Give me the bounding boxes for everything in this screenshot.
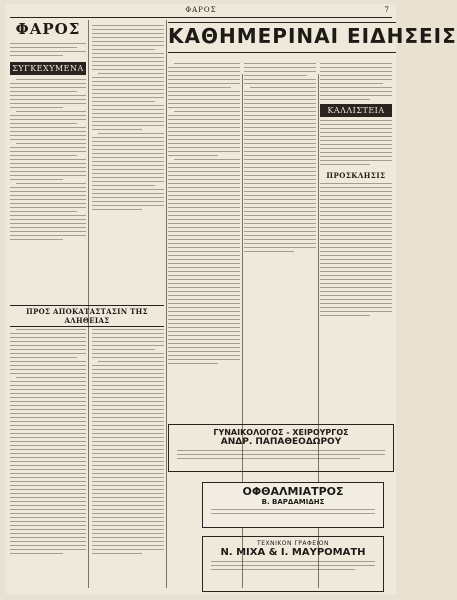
top-rule [10, 17, 392, 18]
ad-ofthalmiatros-text [203, 509, 383, 514]
column-2 [92, 22, 164, 213]
ad-ofthalmiatros-title: ΟΦΘΑΛΜΙΑΤΡΟΣ [242, 485, 344, 498]
ad-techniko-line2: Ν. ΜΙΧΑ & Ι. ΜΑΥΡΟΜΑΤΗ [220, 547, 366, 558]
ad-gynaikologos-text [169, 450, 393, 459]
column-5 [320, 60, 392, 319]
masthead-text [10, 43, 86, 56]
ad-ofthalmiatros [202, 482, 384, 528]
article-text [244, 63, 316, 252]
article-text [320, 63, 392, 100]
ad-techniko-text [203, 561, 383, 570]
article-text [320, 120, 392, 165]
article-text [10, 79, 86, 240]
heading-rule [168, 22, 396, 23]
ad-gynaikologos-name: ΑΝΔΡ. ΠΑΠΑΘΕΟΔΩΡΟΥ [220, 437, 342, 447]
column-3 [168, 60, 240, 367]
column-divider [166, 20, 167, 588]
right-box-title: ΚΑΛΛΙΣΤΕΙΑ [320, 104, 392, 117]
ad-techniko-grafeio [202, 536, 384, 592]
running-head-title: ΦΑΡΟΣ [185, 6, 217, 14]
column-1 [10, 22, 86, 243]
ad-gynaikologos [168, 424, 394, 472]
article-text [10, 329, 86, 554]
heading-rule [168, 52, 396, 53]
newspaper-page [6, 4, 457, 594]
banner-heading [10, 304, 164, 328]
banner-heading-text: ΠΡΟΣ ΑΠΟΚΑΤΑΣΤΑΣΙΝ ΤΗΣ ΑΛΗΘΕΙΑΣ [26, 307, 148, 325]
section-title-box: ΣΥΓΚΕΧΥΜΕΝΑ [10, 62, 86, 75]
main-heading: ΚΑΘΗΜΕΡΙΝΑΙ ΕΙΔΗΣΕΙΣ [168, 24, 457, 48]
left-masthead [10, 22, 86, 37]
column-2-lower [92, 326, 164, 557]
column-1-lower [10, 326, 86, 557]
page-number: 7 [384, 6, 390, 14]
ad-techniko-line1: ΤΕΧΝΙΚΟΝ ΓΡΑΦΕΙΟΝ [257, 540, 329, 547]
masthead-title: ΦΑΡΟΣ [15, 20, 81, 38]
article-text [92, 25, 164, 210]
ad-ofthalmiatros-name: Β. ΒΑΡΔΑΜΙΔΗΣ [261, 498, 325, 506]
ad-gynaikologos-title: ΓΥΝΑΙΚΟΛΟΓΟΣ - ΧΕΙΡΟΥΡΓΟΣ [213, 428, 349, 437]
article-text [168, 63, 240, 364]
column-4 [244, 60, 316, 255]
article-text [92, 329, 164, 554]
running-head [6, 6, 396, 16]
proskliseis-heading: ΠΡΟΣΚΛΗΣΙΣ [326, 171, 386, 180]
article-text [320, 183, 392, 316]
